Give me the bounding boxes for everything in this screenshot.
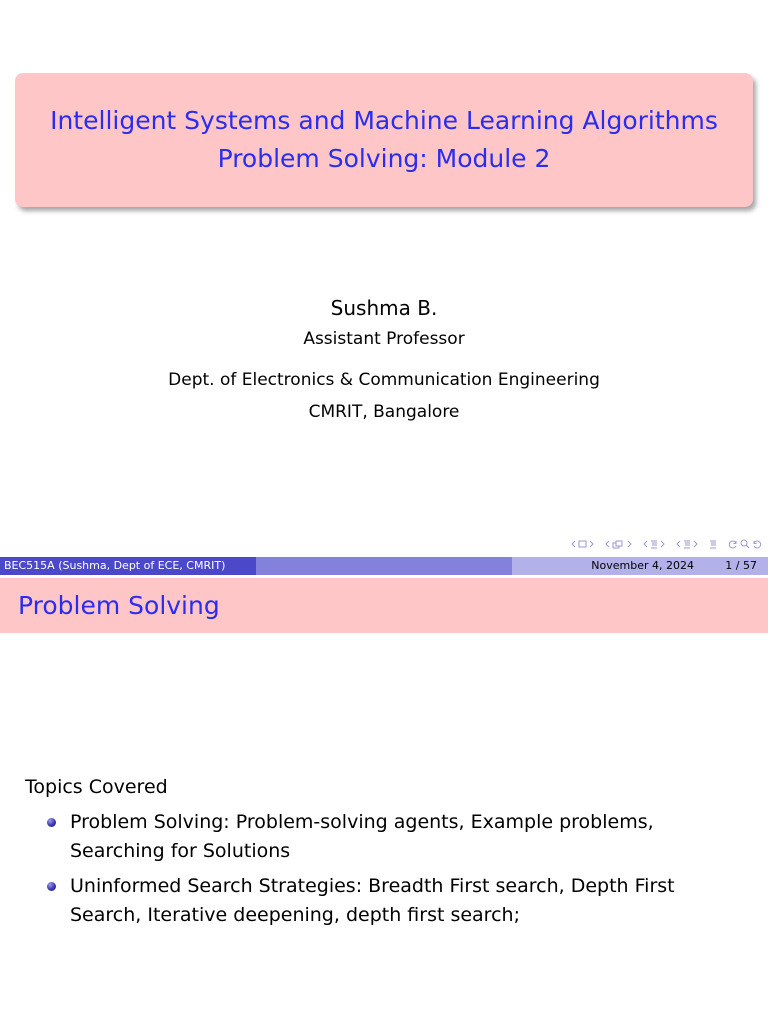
subsection-icon[interactable] xyxy=(612,540,625,549)
footline xyxy=(0,557,768,575)
section-forward-icon[interactable] xyxy=(660,540,665,548)
frame-back-icon[interactable] xyxy=(571,540,576,548)
bullet-icon xyxy=(47,818,56,827)
list-item-text: Search, Iterative deepening, depth first search; xyxy=(70,904,520,926)
footline-author: BEC515A (Sushma, Dept of ECE, CMRIT) xyxy=(0,557,256,575)
bullet-icon xyxy=(47,882,56,891)
subsection-icon[interactable] xyxy=(683,540,691,549)
back-search-icon[interactable] xyxy=(728,540,738,549)
subsection-forward-icon[interactable] xyxy=(627,540,632,548)
topic-list xyxy=(45,808,745,936)
forward-search-icon[interactable] xyxy=(752,540,762,549)
author-name: Sushma B. xyxy=(330,296,438,320)
footline-right xyxy=(512,557,768,575)
topics-heading: Topics Covered xyxy=(25,776,168,798)
section-icon[interactable] xyxy=(650,540,658,549)
author-department: Dept. of Electronics & Communication Engineering xyxy=(168,370,600,390)
footline-date: November 4, 2024 xyxy=(591,559,694,572)
document-nav xyxy=(676,540,698,549)
presentation-title: Intelligent Systems and Machine Learning Algorithms xyxy=(50,106,718,135)
author-role: Assistant Professor xyxy=(303,329,465,349)
frame-icon[interactable] xyxy=(578,540,587,548)
page-number: 1 / 57 xyxy=(725,559,757,572)
search-nav xyxy=(728,539,762,549)
navigation-symbols xyxy=(571,536,762,552)
subsection-forward-icon[interactable] xyxy=(693,540,698,548)
list-item xyxy=(45,808,745,866)
outline-icon[interactable] xyxy=(709,540,717,549)
frame-nav xyxy=(571,540,594,548)
frame-title-bar xyxy=(0,578,768,633)
frame-forward-icon[interactable] xyxy=(589,540,594,548)
list-item-text: Searching for Solutions xyxy=(70,840,291,862)
list-item-text: Uninformed Search Strategies: Breadth First search, Depth First xyxy=(70,875,675,897)
footline-middle xyxy=(256,557,512,575)
author-block xyxy=(0,293,768,427)
subsection-nav xyxy=(605,540,632,549)
list-item-text: Problem Solving: Problem-solving agents, Example problems, xyxy=(70,811,654,833)
subsection-back-icon[interactable] xyxy=(676,540,681,548)
frame-title: Problem Solving xyxy=(18,591,220,620)
subsection-back-icon[interactable] xyxy=(605,540,610,548)
outline-nav xyxy=(709,540,717,549)
author-institution: CMRIT, Bangalore xyxy=(308,402,460,422)
search-icon[interactable] xyxy=(740,539,750,549)
title-box xyxy=(15,73,753,207)
presentation-subtitle: Problem Solving: Module 2 xyxy=(217,144,551,173)
section-nav xyxy=(643,540,665,549)
list-item xyxy=(45,872,745,930)
section-back-icon[interactable] xyxy=(643,540,648,548)
